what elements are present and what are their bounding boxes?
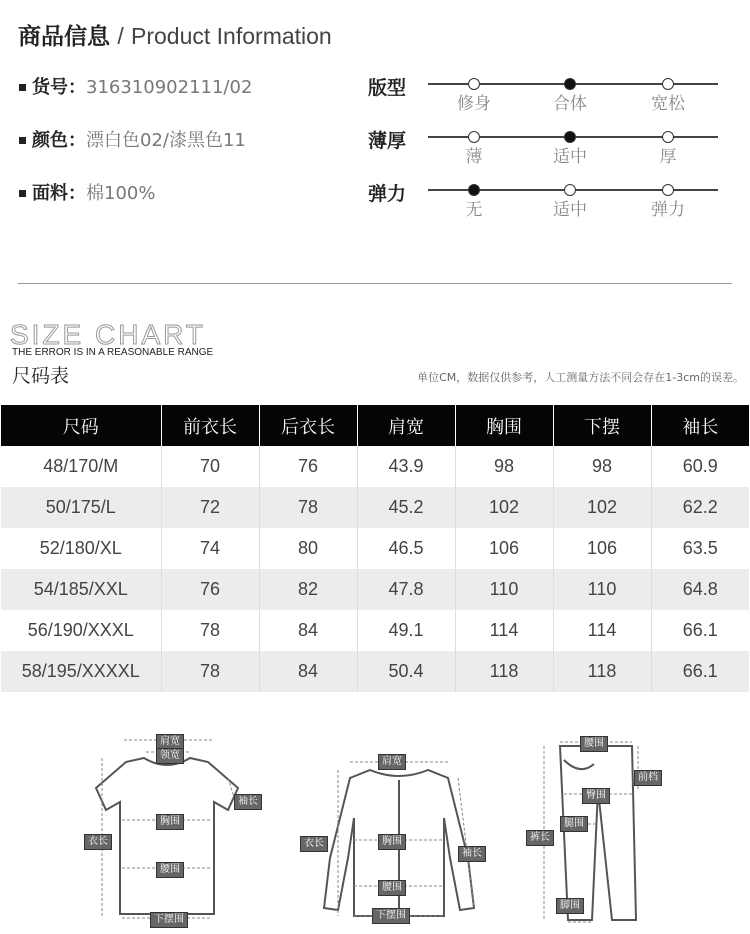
scale-dot <box>662 131 674 143</box>
tshirt-hem-label: 下摆围 <box>150 912 188 928</box>
table-cell: 98 <box>455 446 553 487</box>
table-cell: 78 <box>161 610 259 651</box>
table-header-cell: 尺码 <box>1 405 161 446</box>
table-cell: 70 <box>161 446 259 487</box>
scale-option: 宽松 <box>651 94 685 114</box>
scale-dot <box>662 78 674 90</box>
table-cell: 58/195/XXXXL <box>1 651 161 692</box>
scale-dot <box>564 184 576 196</box>
title-cn: 商品信息 <box>18 24 110 50</box>
size-chart-note: 单位CM，数据仅供参考，人工测量方法不同会存在1-3cm的误差。 <box>417 371 744 384</box>
table-cell: 98 <box>553 446 651 487</box>
table-cell: 84 <box>259 651 357 692</box>
tshirt-sleeve-label: 袖长 <box>234 794 262 810</box>
info-item-sku <box>19 76 252 100</box>
pants-thigh-label: 腿围 <box>560 816 588 832</box>
table-row <box>1 651 749 692</box>
table-cell: 76 <box>161 569 259 610</box>
size-chart-title-cn: 尺码表 <box>12 365 70 387</box>
info-item-fabric <box>19 182 155 206</box>
scale-dot <box>564 131 576 143</box>
tshirt-diagram <box>80 728 270 928</box>
table-header-cell: 肩宽 <box>357 405 455 446</box>
pants-length-label: 裤长 <box>526 830 554 846</box>
scale-dot <box>468 131 480 143</box>
table-cell: 110 <box>455 569 553 610</box>
section-title <box>18 20 332 53</box>
info-value: 棉100% <box>86 183 156 204</box>
table-row <box>1 569 749 610</box>
table-cell: 63.5 <box>682 538 718 558</box>
table-cell: 78 <box>161 651 259 692</box>
title-separator: / <box>117 23 124 49</box>
table-cell: 72 <box>161 487 259 528</box>
table-cell: 118 <box>553 651 651 692</box>
scale-option: 薄 <box>465 147 483 167</box>
info-item-color <box>19 129 246 153</box>
section-divider <box>18 283 732 284</box>
scale-label: 薄厚 <box>368 130 407 152</box>
table-cell: 60.9 <box>682 456 718 476</box>
scale-dot <box>468 184 480 196</box>
scale-option: 修身 <box>457 94 491 114</box>
shirt-diagram <box>298 748 498 928</box>
table-cell: 102 <box>553 487 651 528</box>
title-en: Product Information <box>131 23 332 49</box>
scale-option: 厚 <box>659 147 677 167</box>
table-header-cell: 前衣长 <box>161 405 259 446</box>
table-header-cell: 胸围 <box>455 405 553 446</box>
shirt-chest-label: 胸围 <box>378 834 406 850</box>
table-cell: 48/170/M <box>1 446 161 487</box>
pants-leg-opening-label: 脚围 <box>556 898 584 914</box>
bullet-icon <box>19 137 26 144</box>
table-cell: 114 <box>455 610 553 651</box>
tshirt-length-label: 衣长 <box>84 834 112 850</box>
table-cell: 46.5 <box>357 528 455 569</box>
table-row <box>1 446 749 487</box>
table-header-cell: 后衣长 <box>259 405 357 446</box>
table-header-cell: 下摆 <box>553 405 651 446</box>
table-cell: 118 <box>455 651 553 692</box>
scale-label: 版型 <box>368 77 407 99</box>
tshirt-chest-label: 胸围 <box>156 814 184 830</box>
shirt-shoulder-label: 肩宽 <box>378 754 406 770</box>
scale-option: 适中 <box>553 147 587 167</box>
shirt-length-label: 衣长 <box>300 836 328 852</box>
table-cell: 50/175/L <box>1 487 161 528</box>
table-cell: 66.1 <box>651 651 749 692</box>
info-label: 面料： <box>32 183 86 204</box>
table-cell: 43.9 <box>357 446 455 487</box>
table-row <box>1 487 749 528</box>
size-chart-heading: SIZE CHART <box>10 319 206 350</box>
pants-outline-icon <box>524 730 674 928</box>
scale-option: 弹力 <box>651 200 685 220</box>
scale-dot <box>662 184 674 196</box>
tshirt-shoulder-label: 肩宽 <box>156 734 184 750</box>
table-cell: 80 <box>259 528 357 569</box>
size-chart-subheading: THE ERROR IS IN A REASONABLE RANGE <box>12 347 214 358</box>
table-cell: 50.4 <box>357 651 455 692</box>
table-cell: 56/190/XXXL <box>1 610 161 651</box>
tshirt-collar-label: 领宽 <box>156 748 184 764</box>
table-cell: 110 <box>553 569 651 610</box>
pants-hip-label: 臀围 <box>582 788 610 804</box>
table-cell: 106 <box>455 528 553 569</box>
table-cell: 82 <box>259 569 357 610</box>
tshirt-waist-label: 腰围 <box>156 862 184 878</box>
table-header-cell: 袖长 <box>651 405 749 446</box>
table-cell: 102 <box>455 487 553 528</box>
table-cell: 84 <box>259 610 357 651</box>
scale-label: 弹力 <box>368 183 407 205</box>
table-row <box>1 610 749 651</box>
table-cell: 47.8 <box>357 569 455 610</box>
bullet-icon <box>19 190 26 197</box>
table-cell: 62.2 <box>651 487 749 528</box>
table-cell: 78 <box>259 487 357 528</box>
table-row <box>1 528 749 569</box>
table-header-row <box>1 405 749 446</box>
table-cell: 66.1 <box>682 620 718 640</box>
info-value: 漂白色02/漆黑色11 <box>86 130 246 151</box>
scale-option: 无 <box>465 200 483 220</box>
scale-option: 适中 <box>553 200 587 220</box>
size-table <box>1 405 749 692</box>
table-cell: 106 <box>553 528 651 569</box>
table-cell: 45.2 <box>357 487 455 528</box>
table-cell: 64.8 <box>651 569 749 610</box>
table-cell: 54/185/XXL <box>1 569 161 610</box>
info-label: 颜色： <box>32 130 86 151</box>
shirt-sleeve-label: 袖长 <box>458 846 486 862</box>
pants-diagram <box>524 730 674 928</box>
table-cell: 74 <box>161 528 259 569</box>
info-value: 316310902111/02 <box>86 77 253 98</box>
table-cell: 49.1 <box>357 610 455 651</box>
table-cell: 52/180/XL <box>1 528 161 569</box>
pants-rise-label: 前档 <box>634 770 662 786</box>
bullet-icon <box>19 84 26 91</box>
table-cell: 76 <box>259 446 357 487</box>
table-cell: 114 <box>553 610 651 651</box>
pants-waist-label: 腰围 <box>580 736 608 752</box>
scale-dot <box>564 78 576 90</box>
scale-option: 合体 <box>553 94 587 114</box>
shirt-waist-label: 腰围 <box>378 880 406 896</box>
info-label: 货号： <box>32 77 86 98</box>
shirt-hem-label: 下摆围 <box>372 908 410 924</box>
scale-dot <box>468 78 480 90</box>
